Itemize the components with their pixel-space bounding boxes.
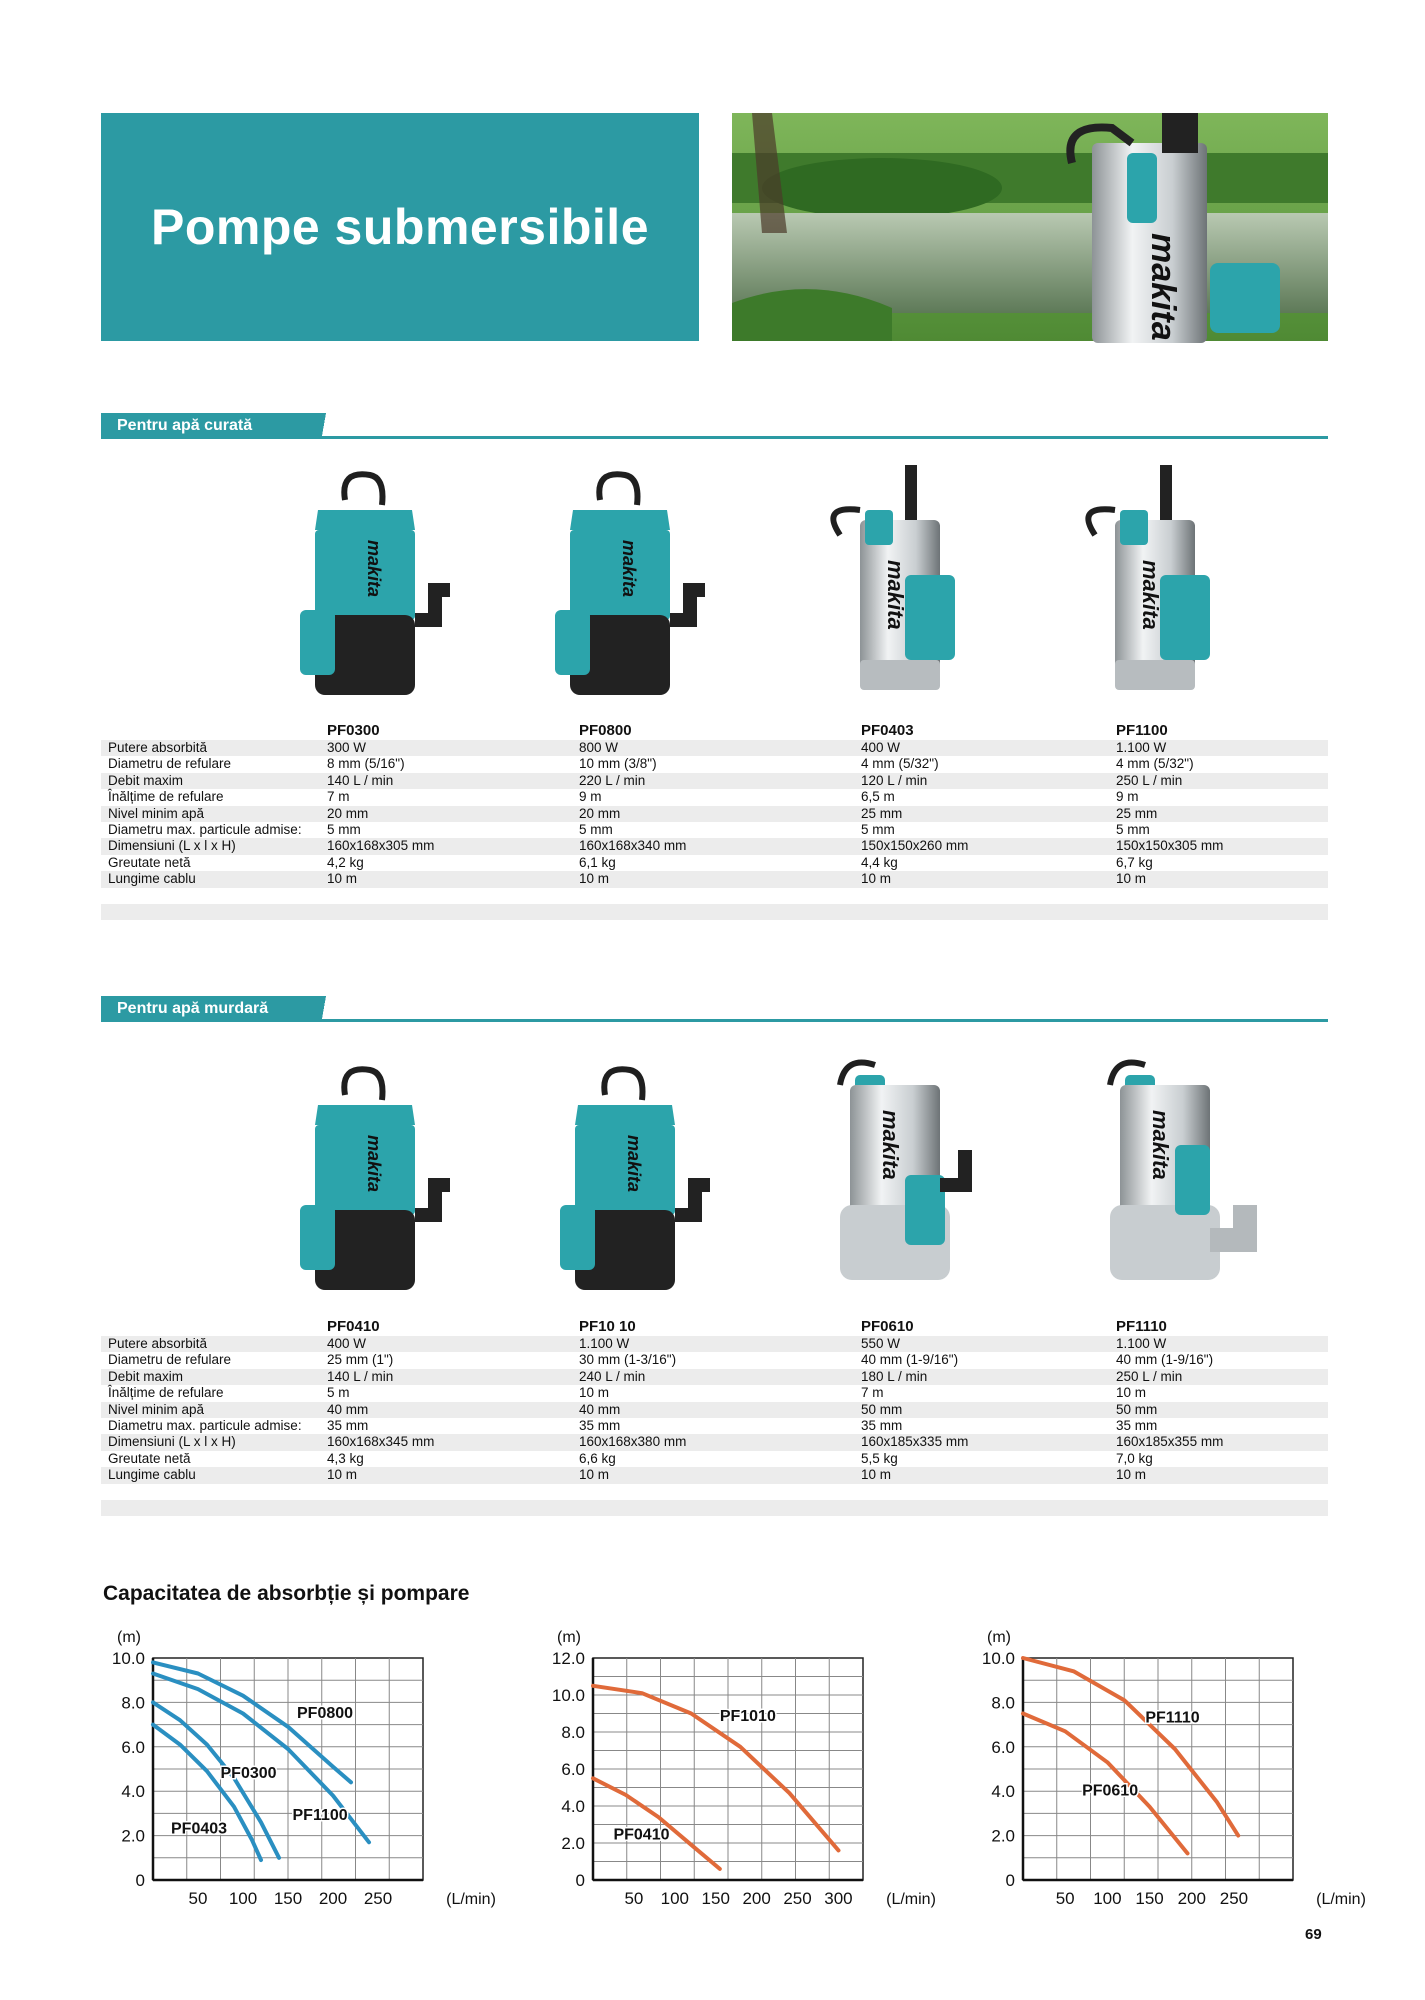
product-image-pf1100 (1075, 465, 1235, 695)
svg-text:makita: makita (1144, 233, 1182, 341)
spec-value: 6,7 kg (1116, 854, 1153, 870)
y-tick-label: 2.0 (561, 1834, 585, 1853)
spec-value: 7,0 kg (1116, 1450, 1153, 1466)
spec-value: 10 m (579, 1467, 610, 1483)
spec-value: 550 W (861, 1336, 901, 1351)
spec-value: 4,3 kg (327, 1450, 364, 1466)
x-tick-label: 150 (1135, 1889, 1164, 1908)
spec-label: Putere absorbită (108, 1336, 208, 1351)
spec-value: 5 mm (327, 821, 361, 837)
spec-value: 150x150x305 mm (1116, 838, 1224, 854)
series-label: PF0610 (1082, 1782, 1139, 1800)
spec-value: 4,4 kg (861, 854, 898, 870)
spec-row (101, 822, 1328, 838)
x-tick-label: 200 (318, 1889, 348, 1908)
spec-value: 10 m (1116, 1385, 1147, 1401)
model-name: PF0800 (579, 722, 632, 739)
spec-value: 5,5 kg (861, 1450, 898, 1466)
spec-label: Debit maxim (108, 772, 184, 788)
spec-value: 160x185x335 mm (861, 1434, 969, 1450)
model-name: PF0610 (861, 1318, 914, 1335)
section-tab-dirty-water: Pentru apă murdară (101, 996, 341, 1022)
svg-text:makita: makita (1148, 1110, 1173, 1180)
spec-label: Lungime cablu (108, 1467, 196, 1483)
spec-value: 40 mm (1-9/16") (861, 1352, 959, 1368)
spec-row (101, 773, 1328, 789)
section-tab-clean-water: Pentru apă curată (101, 413, 341, 439)
spec-value: 140 L / min (327, 1368, 394, 1384)
y-tick-label: 6.0 (561, 1760, 585, 1779)
y-tick-label: 6.0 (121, 1737, 145, 1757)
y-axis-label: (m) (987, 1629, 1011, 1646)
spec-value: 150x150x260 mm (861, 838, 969, 854)
spec-value: 120 L / min (861, 772, 928, 788)
spec-label: Dimensiuni (L x l x H) (108, 1434, 236, 1450)
series-label: PF1110 (1145, 1709, 1200, 1727)
spec-value: 160x168x380 mm (579, 1434, 687, 1450)
product-image-pf0800 (545, 470, 705, 700)
y-tick-label: 0 (135, 1871, 145, 1890)
spec-value: 35 mm (327, 1417, 369, 1433)
spec-value: 7 m (861, 1385, 884, 1401)
y-tick-label: 2.0 (121, 1826, 145, 1846)
y-axis-label: (m) (117, 1629, 141, 1646)
x-tick-label: 250 (1219, 1889, 1249, 1908)
x-tick-label: 200 (742, 1889, 771, 1908)
spec-value: 25 mm (1") (327, 1352, 394, 1368)
y-tick-label: 0 (575, 1871, 585, 1890)
x-tick-label: 100 (228, 1889, 258, 1908)
page-number: 69 (1305, 1926, 1322, 1943)
chart-pf1010-pf0410 (535, 1620, 936, 1910)
spec-value: 50 mm (1116, 1401, 1158, 1417)
y-tick-label: 6.0 (991, 1737, 1015, 1757)
spec-value: 50 mm (861, 1401, 903, 1417)
charts-title: Capacitatea de absorbție și pompare (103, 1582, 470, 1605)
spec-value: 35 mm (579, 1417, 621, 1433)
spec-row (101, 740, 1328, 756)
spec-value: 400 W (327, 1336, 367, 1351)
spec-value: 5 mm (1116, 821, 1150, 837)
product-image-pf1110 (1095, 1055, 1255, 1285)
svg-text:makita: makita (883, 560, 908, 630)
spec-value: 5 mm (861, 821, 895, 837)
spec-value: 5 mm (579, 821, 613, 837)
spec-value: 10 m (1116, 1467, 1147, 1483)
spec-value: 40 mm (327, 1401, 369, 1417)
spec-value: 250 L / min (1116, 1368, 1183, 1384)
spec-footer-bar (101, 1500, 1328, 1516)
spec-label: Nivel minim apă (108, 1401, 205, 1417)
x-axis-label: (L/min) (1316, 1891, 1366, 1908)
section-rule (101, 1019, 1328, 1022)
spec-table-dirty-water (101, 1316, 1328, 1484)
model-name: PF1100 (1116, 722, 1168, 739)
spec-label: Diametru de refulare (108, 756, 232, 772)
model-name: PF1110 (1116, 1318, 1167, 1335)
series-label: PF0410 (613, 1826, 670, 1844)
x-tick-label: 50 (188, 1889, 208, 1908)
model-name: PF0300 (327, 722, 380, 739)
spec-row (101, 806, 1328, 822)
spec-value: 20 mm (579, 805, 621, 821)
x-tick-label: 100 (660, 1889, 690, 1908)
product-image-pf0610 (825, 1055, 985, 1285)
y-tick-label: 0 (1005, 1871, 1015, 1890)
spec-value: 250 L / min (1116, 772, 1183, 788)
x-tick-label: 250 (783, 1889, 812, 1908)
spec-value: 40 mm (1-9/16") (1116, 1352, 1214, 1368)
spec-value: 160x168x305 mm (327, 838, 435, 854)
y-tick-label: 4.0 (991, 1782, 1015, 1802)
spec-label: Greutate netă (108, 854, 191, 870)
spec-value: 800 W (579, 740, 619, 755)
spec-value: 25 mm (861, 805, 903, 821)
spec-value: 35 mm (861, 1417, 903, 1433)
spec-value: 10 m (861, 1467, 892, 1483)
spec-row (101, 1451, 1328, 1467)
spec-value: 35 mm (1116, 1417, 1158, 1433)
spec-value: 6,5 m (861, 789, 895, 805)
series-label: PF1010 (719, 1707, 776, 1725)
svg-text:makita: makita (1138, 560, 1163, 630)
spec-value: 10 m (579, 871, 610, 887)
spec-row (101, 1434, 1328, 1450)
x-tick-label: 50 (1055, 1889, 1075, 1908)
spec-value: 10 m (327, 871, 358, 887)
svg-text:makita: makita (624, 1135, 644, 1193)
spec-value: 5 m (327, 1385, 350, 1401)
spec-row (101, 838, 1328, 854)
svg-text:makita: makita (619, 540, 639, 598)
spec-row (101, 855, 1328, 871)
spec-value: 6,6 kg (579, 1450, 616, 1466)
spec-value: 4,2 kg (327, 854, 364, 870)
spec-value: 10 m (1116, 871, 1147, 887)
x-axis-label: (L/min) (446, 1891, 496, 1908)
product-images-row-2 (0, 1045, 1425, 1285)
product-image-pf0403 (820, 465, 980, 695)
spec-label: Dimensiuni (L x l x H) (108, 838, 236, 854)
y-tick-label: 4.0 (561, 1797, 585, 1816)
spec-label: Lungime cablu (108, 871, 196, 887)
x-tick-label: 150 (701, 1889, 730, 1908)
x-tick-label: 100 (1093, 1889, 1122, 1908)
chart-pf-blue (95, 1620, 496, 1910)
spec-value: 1.100 W (579, 1336, 630, 1351)
hero-photo (732, 113, 1328, 341)
spec-value: 9 m (1116, 789, 1139, 805)
spec-label: Înălțime de refulare (108, 789, 224, 805)
chart-pf1110-pf0610 (965, 1620, 1366, 1910)
model-name: PF10 10 (579, 1318, 636, 1335)
spec-label: Nivel minim apă (108, 805, 205, 821)
spec-value: 160x168x340 mm (579, 838, 687, 854)
spec-row (101, 1402, 1328, 1418)
spec-label: Diametru max. particule admise: (108, 821, 302, 837)
spec-row (101, 1336, 1328, 1352)
spec-row (101, 1369, 1328, 1385)
page-title: Pompe submersibile (150, 199, 650, 255)
spec-value: 400 W (861, 740, 901, 755)
spec-row (101, 789, 1328, 805)
spec-value: 300 W (327, 740, 367, 755)
spec-header-row (101, 1316, 1328, 1336)
spec-value: 220 L / min (579, 772, 646, 788)
spec-value: 9 m (579, 789, 602, 805)
spec-value: 4 mm (5/32") (861, 756, 939, 772)
product-image-pf1010 (550, 1065, 710, 1295)
spec-value: 10 m (327, 1467, 358, 1483)
x-tick-label: 300 (824, 1889, 853, 1908)
spec-row (101, 1385, 1328, 1401)
svg-text:makita: makita (878, 1110, 903, 1180)
x-tick-label: 50 (624, 1889, 644, 1908)
spec-row (101, 1352, 1328, 1368)
product-images-row-1 (0, 460, 1425, 700)
section-rule (101, 436, 1328, 439)
svg-text:makita: makita (364, 1135, 384, 1193)
spec-value: 30 mm (1-3/16") (579, 1352, 677, 1368)
spec-value: 4 mm (5/32") (1116, 756, 1194, 772)
spec-value: 20 mm (327, 805, 369, 821)
spec-value: 40 mm (579, 1401, 621, 1417)
spec-row (101, 1467, 1328, 1483)
spec-label: Greutate netă (108, 1450, 191, 1466)
series-label: PF0800 (297, 1704, 354, 1722)
series-label: PF1100 (292, 1807, 348, 1825)
x-axis-label: (L/min) (886, 1891, 936, 1908)
y-tick-label: 8.0 (121, 1693, 145, 1713)
y-tick-label: 8.0 (561, 1723, 585, 1742)
spec-value: 180 L / min (861, 1368, 928, 1384)
spec-label: Debit maxim (108, 1368, 184, 1384)
spec-value: 160x185x355 mm (1116, 1434, 1224, 1450)
spec-value: 8 mm (5/16") (327, 756, 405, 772)
x-tick-label: 250 (363, 1889, 393, 1908)
spec-value: 10 mm (3/8") (579, 756, 657, 772)
y-tick-label: 10.0 (981, 1649, 1015, 1668)
spec-footer-bar (101, 904, 1328, 920)
spec-header-row (101, 720, 1328, 740)
spec-label: Înălțime de refulare (108, 1385, 224, 1401)
y-axis-label: (m) (557, 1629, 581, 1646)
model-name: PF0403 (861, 722, 914, 739)
spec-value: 10 m (579, 1385, 610, 1401)
x-tick-label: 200 (1177, 1889, 1206, 1908)
spec-label: Diametru max. particule admise: (108, 1417, 302, 1433)
spec-row (101, 871, 1328, 887)
spec-row (101, 1418, 1328, 1434)
spec-value: 1.100 W (1116, 1336, 1167, 1351)
y-tick-label: 2.0 (991, 1826, 1015, 1846)
y-tick-label: 10.0 (111, 1649, 145, 1668)
spec-value: 160x168x345 mm (327, 1434, 435, 1450)
series-label: PF0300 (220, 1764, 277, 1782)
spec-label: Putere absorbită (108, 740, 208, 755)
spec-value: 140 L / min (327, 772, 394, 788)
spec-value: 25 mm (1116, 805, 1158, 821)
spec-value: 6,1 kg (579, 854, 616, 870)
y-tick-label: 8.0 (991, 1693, 1015, 1713)
spec-value: 7 m (327, 789, 350, 805)
spec-row (101, 756, 1328, 772)
product-image-pf0300 (290, 470, 450, 700)
y-tick-label: 12.0 (551, 1649, 585, 1668)
spec-value: 240 L / min (579, 1368, 646, 1384)
svg-text:makita: makita (364, 540, 384, 598)
model-name: PF0410 (327, 1318, 380, 1335)
spec-label: Diametru de refulare (108, 1352, 232, 1368)
y-tick-label: 10.0 (551, 1686, 585, 1705)
spec-table-clean-water (101, 720, 1328, 888)
spec-value: 1.100 W (1116, 740, 1167, 755)
y-tick-label: 4.0 (121, 1782, 145, 1802)
x-tick-label: 150 (273, 1889, 303, 1908)
product-image-pf0410 (290, 1065, 450, 1295)
series-label: PF0403 (171, 1820, 228, 1838)
spec-value: 10 m (861, 871, 892, 887)
